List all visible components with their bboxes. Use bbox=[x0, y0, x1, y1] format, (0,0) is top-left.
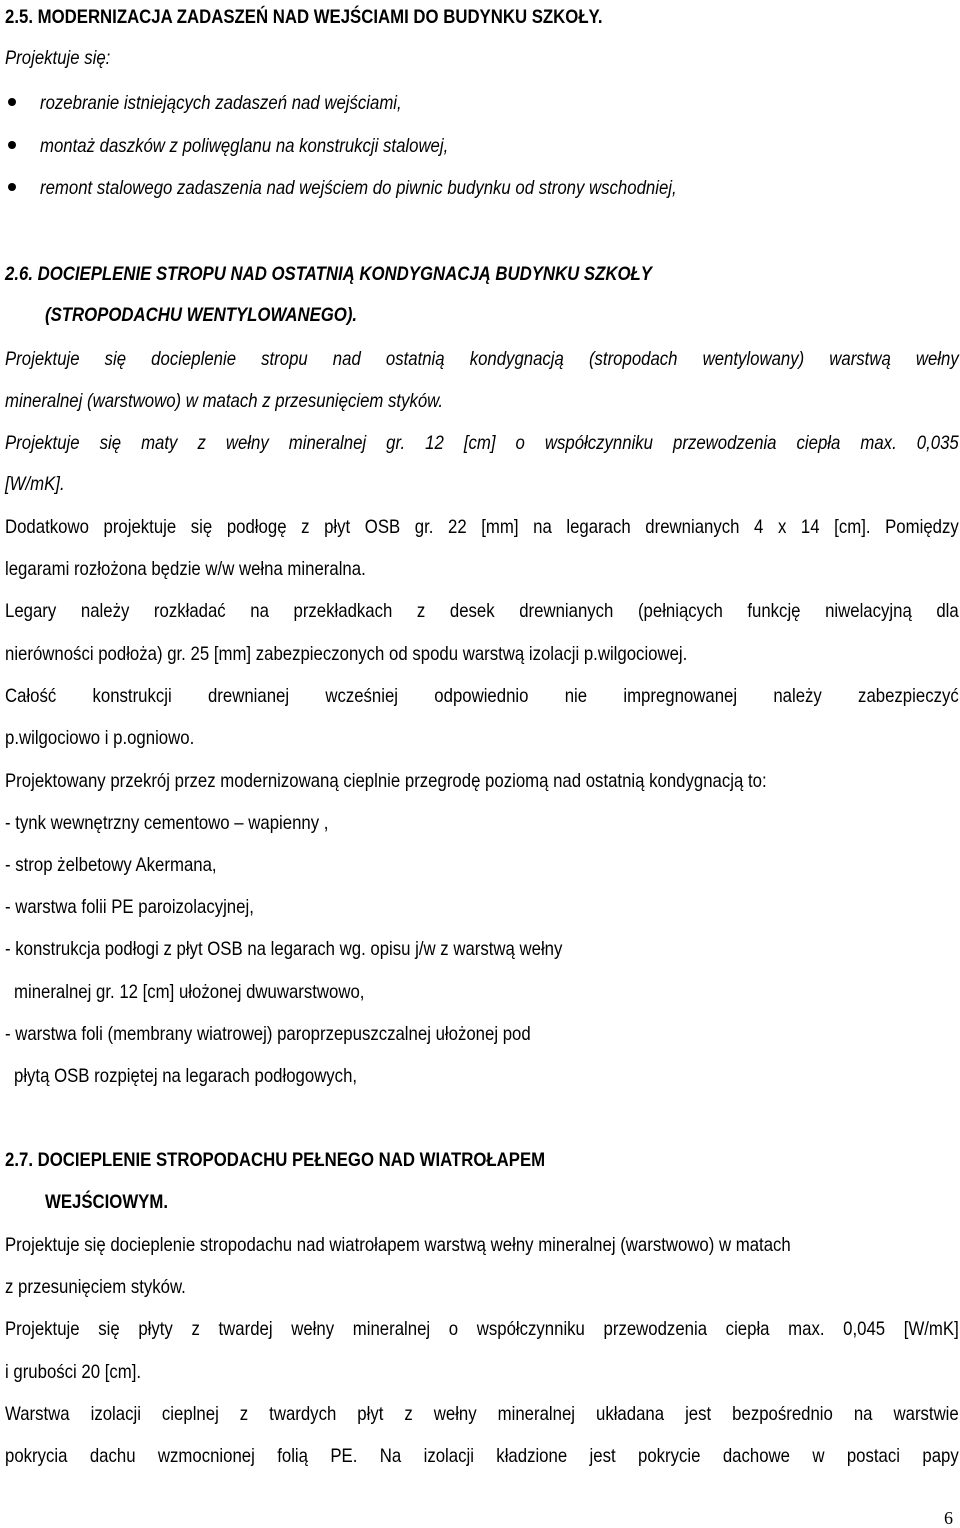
paragraph-line: z przesunięciem styków. bbox=[5, 1276, 186, 1298]
paragraph-line: Projektuje się docieplenie stropodachu nad wiatrołapem warstwą wełny mineralnej (warstwowo) w matach bbox=[5, 1234, 791, 1256]
paragraph-line: Projektuje się docieplenie stropu nad ostatnią kondygnacją (stropodach wentylowany) warstwą wełny bbox=[5, 348, 959, 370]
list-item: - warstwa folii PE paroizolacyjnej, bbox=[5, 896, 254, 918]
paragraph-line: [W/mK]. bbox=[5, 473, 65, 495]
list-item: - konstrukcja podłogi z płyt OSB na legarach wg. opisu j/w z warstwą wełny bbox=[5, 938, 563, 960]
list-item-continuation: płytą OSB rozpiętej na legarach podłogowych, bbox=[14, 1065, 358, 1087]
list-item: rozebranie istniejących zadaszeń nad wejściami, bbox=[40, 92, 402, 114]
bullet-icon bbox=[8, 183, 16, 191]
bullet-icon bbox=[8, 98, 16, 106]
list-item: - strop żelbetowy Akermana, bbox=[5, 854, 217, 876]
paragraph-line: Projektuje się maty z wełny mineralnej gr. 12 [cm] o współczynniku przewodzenia ciepła max. 0,035 bbox=[5, 432, 959, 454]
list-item: montaż daszków z poliwęglanu na konstrukcji stalowej, bbox=[40, 135, 449, 157]
list-item-continuation: mineralnej gr. 12 [cm] ułożonej dwuwarstwowo, bbox=[14, 981, 365, 1003]
paragraph-line: p.wilgociowo i p.ogniowo. bbox=[5, 727, 195, 749]
paragraph-line: i grubości 20 [cm]. bbox=[5, 1361, 142, 1383]
list-item: - warstwa foli (membrany wiatrowej) paroprzepuszczalnej ułożonej pod bbox=[5, 1023, 531, 1045]
paragraph-line: Warstwa izolacji cieplnej z twardych płyt z wełny mineralnej układana jest bezpośrednio na warstwie bbox=[5, 1403, 959, 1425]
section-2-7-heading-line2: WEJŚCIOWYM. bbox=[45, 1191, 168, 1213]
section-2-5-intro: Projektuje się: bbox=[5, 47, 111, 69]
paragraph-line: Dodatkowo projektuje się podłogę z płyt OSB gr. 22 [mm] na legarach drewnianych 4 x 14 [cm]. Pomiędzy bbox=[5, 516, 959, 538]
paragraph-line: Projektowany przekrój przez modernizowaną cieplnie przegrodę poziomą nad ostatnią kondygnacją to: bbox=[5, 770, 767, 792]
section-2-6-heading-line1: 2.6. DOCIEPLENIE STROPU NAD OSTATNIĄ KONDYGNACJĄ BUDYNKU SZKOŁY bbox=[5, 263, 652, 285]
page-number: 6 bbox=[944, 1508, 953, 1528]
paragraph-line: mineralnej (warstwowo) w matach z przesunięciem styków. bbox=[5, 390, 444, 412]
section-2-5-heading: 2.5. MODERNIZACJA ZADASZEŃ NAD WEJŚCIAMI DO BUDYNKU SZKOŁY. bbox=[5, 6, 603, 28]
list-item: remont stalowego zadaszenia nad wejściem do piwnic budynku od strony wschodniej, bbox=[40, 177, 677, 199]
bullet-icon bbox=[8, 141, 16, 149]
paragraph-line: Całość konstrukcji drewnianej wcześniej odpowiednio nie impregnowanej należy zabezpieczyć bbox=[5, 685, 959, 707]
paragraph-line: nierówności podłoża) gr. 25 [mm] zabezpieczonych od spodu warstwą izolacji p.wilgociowej. bbox=[5, 643, 688, 665]
paragraph-line: Projektuje się płyty z twardej wełny mineralnej o współczynniku przewodzenia ciepła max. 0,045 [W/mK] bbox=[5, 1318, 959, 1340]
paragraph-line: pokrycia dachu wzmocnionej folią PE. Na izolacji kładzione jest pokrycie dachowe w postaci papy bbox=[5, 1445, 959, 1467]
paragraph-line: Legary należy rozkładać na przekładkach z desek drewnianych (pełniących funkcję niwelacyjną dla bbox=[5, 600, 959, 622]
paragraph-line: legarami rozłożona będzie w/w wełna mineralna. bbox=[5, 558, 366, 580]
section-2-6-heading-line2: (STROPODACHU WENTYLOWANEGO). bbox=[45, 304, 358, 326]
section-2-7-heading-line1: 2.7. DOCIEPLENIE STROPODACHU PEŁNEGO NAD WIATROŁAPEM bbox=[5, 1149, 546, 1171]
list-item: - tynk wewnętrzny cementowo – wapienny , bbox=[5, 812, 329, 834]
